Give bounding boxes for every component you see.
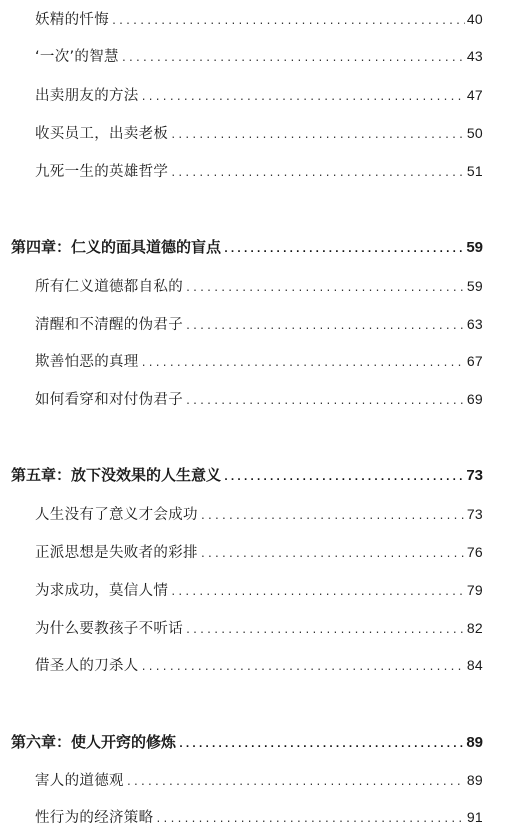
toc-entry-page: 51 <box>466 163 483 179</box>
toc-entry-title: 妖精的忏悔 <box>35 12 109 28</box>
toc-entry-title: 所有仁义道德都自私的 <box>35 279 183 295</box>
toc-entry[interactable] <box>35 617 483 638</box>
toc-entry[interactable] <box>35 160 483 181</box>
toc-entry-page: 63 <box>466 316 483 332</box>
toc-entry-page: 76 <box>466 544 483 560</box>
dot-leader <box>185 283 465 294</box>
toc-entry-page: 82 <box>466 620 483 636</box>
toc-entry-page: 69 <box>466 391 483 407</box>
toc-entry-page: 84 <box>466 657 483 673</box>
chapter-title: 第五章：放下没效果的人生意义 <box>11 466 222 484</box>
dot-leader <box>126 777 465 788</box>
toc-entry-page: 89 <box>466 772 483 788</box>
dot-leader <box>155 814 464 825</box>
toc-entry[interactable] <box>35 388 483 409</box>
toc-chapter-heading[interactable] <box>11 464 483 485</box>
dot-leader <box>111 16 465 27</box>
toc-entry[interactable] <box>35 806 483 827</box>
chapter-page: 59 <box>466 239 483 256</box>
toc-entry-title: 性行为的经济策略 <box>35 810 154 826</box>
toc-entry-title: 欺善怕恶的真理 <box>35 354 139 370</box>
dot-leader <box>200 549 465 560</box>
toc-entry-title: 正派思想是失败者的彩排 <box>35 545 198 561</box>
toc-entry-page: 59 <box>466 278 483 294</box>
toc-entry-title: 出卖朋友的方法 <box>35 88 139 104</box>
dot-leader <box>185 396 465 407</box>
dot-leader <box>178 739 464 750</box>
dot-leader <box>223 244 464 255</box>
toc-entry-title: 人生没有了意义才会成功 <box>35 507 198 523</box>
dot-leader <box>170 130 465 141</box>
toc-entry[interactable] <box>35 8 483 29</box>
dot-leader <box>185 625 465 636</box>
toc-entry-title: ‘一次’的智慧 <box>35 49 119 65</box>
toc-entry-page: 67 <box>466 353 483 369</box>
toc-entry-page: 73 <box>466 506 483 522</box>
toc-entry-title: 借圣人的刀杀人 <box>35 658 139 674</box>
toc-entry-title: 为什么要教孩子不听话 <box>35 621 183 637</box>
toc-entry[interactable] <box>35 503 483 524</box>
toc-entry[interactable] <box>35 122 483 143</box>
toc-entry[interactable] <box>35 769 483 790</box>
toc-entry[interactable] <box>35 313 483 334</box>
chapter-title: 第六章：使人开窍的修炼 <box>11 733 177 751</box>
dot-leader <box>121 53 465 64</box>
chapter-title: 第四章：仁义的面具道德的盲点 <box>11 238 222 256</box>
toc-entry[interactable] <box>35 350 483 371</box>
toc-entry[interactable] <box>35 654 483 675</box>
toc-entry[interactable] <box>35 84 483 105</box>
chapter-page: 73 <box>466 467 483 484</box>
toc-chapter-heading[interactable] <box>11 236 483 257</box>
toc-entry-page: 79 <box>466 582 483 598</box>
dot-leader <box>141 92 465 103</box>
toc-entry-page: 50 <box>466 125 483 141</box>
dot-leader <box>185 321 465 332</box>
toc-entry[interactable] <box>35 275 483 296</box>
toc-entry[interactable] <box>35 579 483 600</box>
chapter-page: 89 <box>466 734 483 751</box>
toc-entry-title: 害人的道德观 <box>35 773 124 789</box>
toc-chapter-heading[interactable] <box>11 731 483 752</box>
toc-entry[interactable] <box>35 45 483 66</box>
dot-leader <box>141 358 465 369</box>
dot-leader <box>200 511 465 522</box>
toc-entry-title: 九死一生的英雄哲学 <box>35 164 169 180</box>
dot-leader <box>141 662 465 673</box>
toc-entry-page: 40 <box>466 11 483 27</box>
dot-leader <box>170 168 465 179</box>
toc-entry-page: 91 <box>466 809 483 825</box>
toc-entry-title: 如何看穿和对付伪君子 <box>35 392 183 408</box>
toc-entry-title: 收买员工，出卖老板 <box>35 126 169 142</box>
toc-entry[interactable] <box>35 541 483 562</box>
dot-leader <box>170 587 465 598</box>
toc-entry-title: 清醒和不清醒的伪君子 <box>35 317 183 333</box>
toc-entry-title: 为求成功，莫信人情 <box>35 583 169 599</box>
toc-entry-page: 43 <box>466 48 483 64</box>
dot-leader <box>223 472 464 483</box>
toc-entry-page: 47 <box>466 87 483 103</box>
